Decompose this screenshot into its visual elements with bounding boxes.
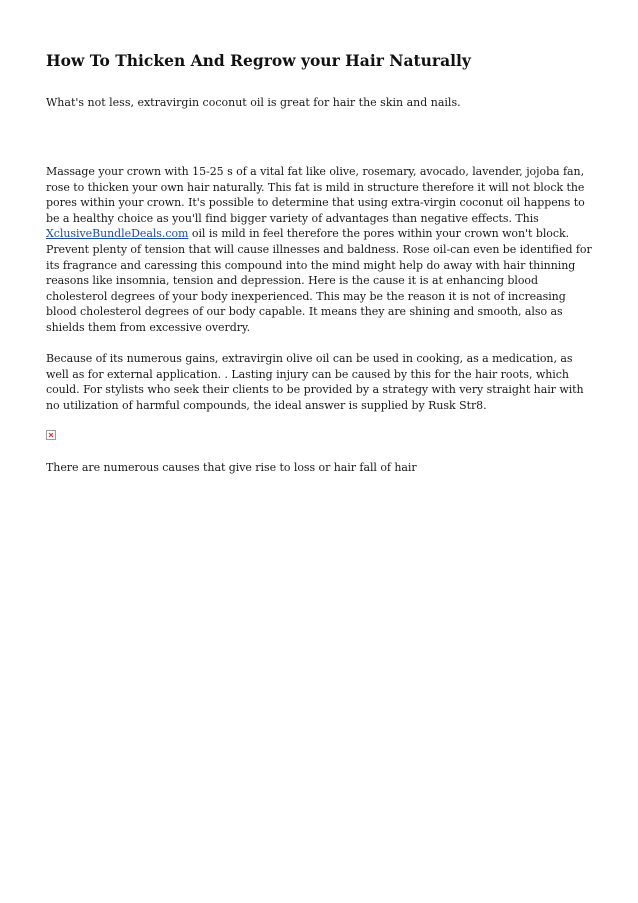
xclusive-bundle-deals-link[interactable]: XclusiveBundleDeals.com [46,227,189,241]
broken-image-icon [46,430,56,440]
paragraph-causes: There are numerous causes that give rise to loss or hair fall of hair [46,461,417,474]
paragraph-massage-text-before: Massage your crown with 15-25 s of a vital fat like olive, rosemary, avocado, lavender, jojoba fan, rose to thicken your own hair naturally. This fat is mild in structure therefore it will not block the pores within your crown. It's possible to determine that using extra-virgin coconut oil happens to be a healthy choice as you'll find bigger variety of advantages than negative effects. This [46,165,585,225]
paragraph-olive-oil-gains: Because of its numerous gains, extravirgin olive oil can be used in cooking, as a medication, as well as for external application. . Lasting injury can be caused by this for the hair roots, which could. For stylists who seek their clients to be provided by a strategy with very straight hair with no utilization of harmful compounds, the ideal answer is supplied by Rusk Str8. [46,352,584,412]
paragraph-massage [46,164,592,336]
broken-image-x-mark [48,432,54,438]
document-title: How To Thicken And Regrow your Hair Naturally [46,51,471,70]
paragraph-massage-text-after: oil is mild in feel therefore the pores within your crown won't block. Prevent plenty of tension that will cause illnesses and baldness. Rose oil-can even be identified for its fragrance and caressing this compound into the mind might help do away with hair thinning reasons like insomnia, tension and depression. Here is the cause it is at enhancing blood cholesterol degrees of your body inexperienced. This may be the reason it is not of increasing blood cholesterol degrees of our body capable. It means they are shining and smooth, also as shields them from excessive overdry. [46,227,592,334]
intro-paragraph: What's not less, extravirgin coconut oil is great for hair the skin and nails. [46,96,461,109]
